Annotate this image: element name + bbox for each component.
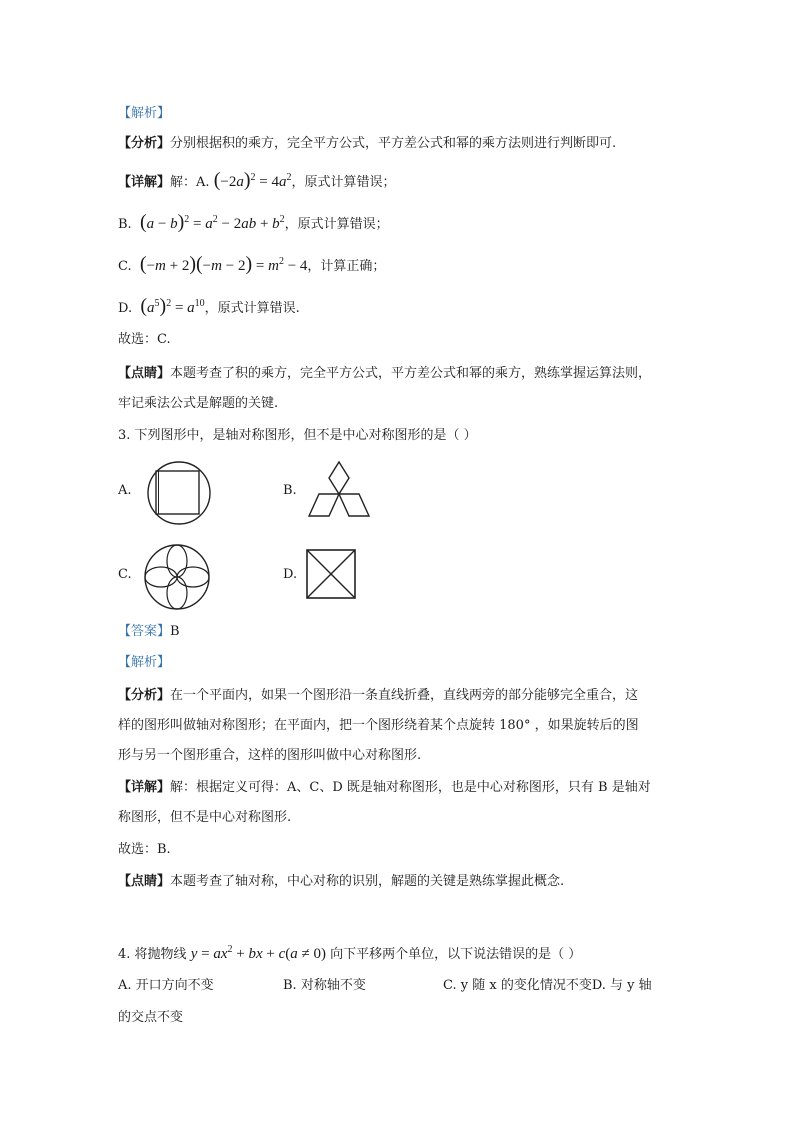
xiangjie-tag-2: 【详解】 (118, 780, 171, 795)
formula-parabola: $y = ax^2$ + bx + c(a ≠ 0) (190, 944, 327, 962)
question-4 (118, 940, 581, 965)
fenxi-tag-1: 【分析】 (118, 136, 171, 151)
comment-b: ，原式计算错误； (284, 217, 389, 232)
figure-c-flower-circle (143, 543, 211, 611)
fig-label-d: D. (283, 567, 298, 582)
comment-a: ，原式计算错误； (291, 175, 396, 190)
q4-option-b: B. 对称轴不变 (283, 978, 366, 993)
q4-options-line (118, 976, 652, 996)
option-b-line (118, 210, 389, 235)
dianjing-text-2: 本题考查了轴对称，中心对称的识别，解题的关键是熟练掌握此概念. (170, 874, 565, 889)
fig-label-c: C. (118, 567, 132, 582)
answer-line-1: 故选：C. (118, 332, 171, 347)
option-c-line (118, 252, 385, 277)
dianjing-text-1b: 牢记乘法公式是解题的关键. (118, 396, 279, 411)
q4-option-a: A. 开口方向不变 (118, 978, 214, 993)
label-d: D. (118, 301, 133, 316)
label-b: B. (118, 217, 132, 232)
xiangjie-line-a (118, 168, 395, 193)
q4-option-c: C. y 随 x 的变化情况不变 (443, 978, 592, 993)
dianjing-tag-2: 【点睛】 (118, 874, 171, 889)
xiangjie-intro: 解：A. (170, 175, 210, 190)
answer-line-q3 (118, 622, 180, 642)
figure-a-circle-square (146, 460, 212, 526)
daan-value: B (170, 624, 180, 639)
fenxi-line-1 (118, 134, 616, 154)
fenxi-line-2a (118, 686, 638, 706)
label-c: C. (118, 259, 132, 274)
xiangjie-line-2a (118, 778, 651, 798)
xiangjie-text-2b: 称图形，但不是中心对称图形. (118, 810, 292, 825)
dianjing-text-1a: 本题考查了积的乘方，完全平方公式，平方差公式和幂的乘方，熟练掌握运算法则， (170, 366, 652, 381)
jiexi-heading-1: 【解析】 (118, 106, 171, 121)
option-d-line (118, 294, 300, 319)
fenxi-text-2b: 样的图形叫做轴对称图形；在平面内，把一个图形绕着某个点旋转 180° ，如果旋转后的图 (118, 718, 639, 733)
fenxi-text-1: 分别根据积的乘方，完全平方公式，平方差公式和幂的乘方法则进行判断即可. (170, 136, 617, 151)
formula-c: $(-m + 2)(-m - 2) = m^2 - 4$ (139, 253, 308, 275)
dianjing-line-1 (118, 364, 651, 384)
fig-label-a: A. (118, 483, 132, 498)
q4-option-d-cont: 的交点不变 (118, 1010, 184, 1025)
figure-b-three-rhombi (304, 460, 374, 520)
fenxi-tag-2: 【分析】 (118, 688, 171, 703)
fenxi-text-2a: 在一个平面内，如果一个图形沿一条直线折叠，直线两旁的部分能够完全重合，这 (170, 688, 639, 703)
dianjing-tag-1: 【点睛】 (118, 366, 171, 381)
comment-c: ，计算正确； (307, 259, 386, 274)
fenxi-text-2c: 形与另一个图形重合，这样的图形叫做中心对称图形. (118, 748, 422, 763)
xiangjie-tag-1: 【详解】 (118, 175, 171, 190)
formula-d: $(a^5)^2 = a^{10}$ (140, 295, 205, 317)
fig-label-b: B. (283, 483, 297, 498)
q4-option-d: D. 与 y 轴 (591, 978, 652, 993)
question-4-post: 向下平移两个单位，以下说法错误的是（ ） (330, 947, 582, 962)
dianjing-line-2 (118, 872, 564, 892)
comment-d: ，原式计算错误. (204, 301, 300, 316)
question-4-pre: 4. 将抛物线 (118, 947, 187, 962)
formula-b: $(a - b)^2 = a^2 - 2ab + b^2$ (139, 211, 285, 233)
figure-d-square-diagonals (305, 548, 357, 600)
daan-tag: 【答案】 (118, 624, 171, 639)
formula-a: $(-2a)^2 = 4a^2$ (213, 169, 292, 191)
answer-line-2: 故选：B. (118, 842, 171, 857)
question-3: 3. 下列图形中，是轴对称图形，但不是中心对称图形的是（ ） (118, 428, 477, 443)
jiexi-heading-2: 【解析】 (118, 655, 171, 670)
xiangjie-text-2a: 解：根据定义可得：A、C、D 既是轴对称图形，也是中心对称图形，只有 B 是轴对 (170, 780, 651, 795)
